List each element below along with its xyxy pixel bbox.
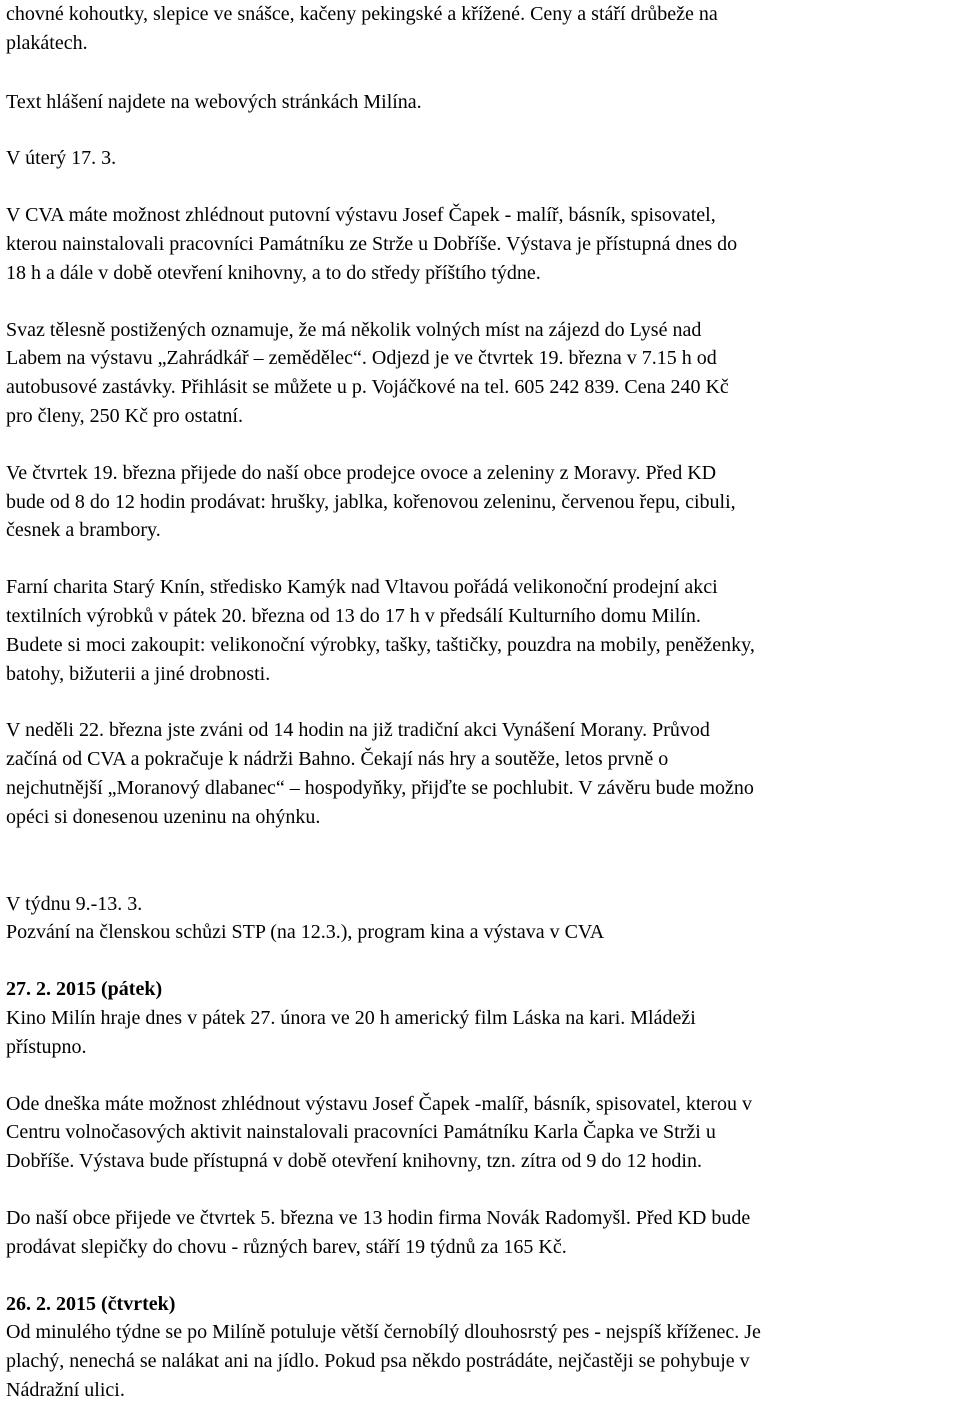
text-line: V neděli 22. března jste zváni od 14 hodin na již tradiční akci Vynášení Morany. Průvod (6, 719, 710, 742)
text-line: pro členy, 250 Kč pro ostatní. (6, 404, 243, 427)
paragraph-poultry-sale (6, 0, 956, 58)
paragraph-morana (6, 716, 956, 831)
text-line: začíná od CVA a pokračuje k nádrži Bahno. Čekají nás hry a soutěže, letos prvně o (6, 748, 669, 771)
text-line: chovné kohoutky, slepice ve snášce, kačeny pekingské a křížené. Ceny a stáří drůbeže na (6, 3, 718, 25)
paragraph-chicken-sale (6, 1204, 956, 1262)
text-line: Budete si moci zakoupit: velikonoční výrobky, tašky, taštičky, pouzdra na mobily, peněženky, (6, 633, 755, 656)
text-line: česnek a brambory. (6, 519, 161, 542)
text-line: Kino Milín hraje dnes v pátek 27. února ve 20 h americký film Láska na kari. Mládeži (6, 1006, 696, 1029)
date-heading: 26. 2. 2015 (čtvrtek) (6, 1292, 176, 1315)
text-line: plachý, nenechá se nalákat ani na jídlo. Pokud psa někdo postrádáte, nejčastěji se pohybuje v (6, 1350, 750, 1373)
paragraph-exhibition-capek (6, 201, 956, 287)
paragraph-week-summary (6, 890, 956, 948)
text-line: textilních výrobků v pátek 20. března od 13 do 17 h v předsálí Kulturního domu Milín. (6, 604, 701, 627)
text-line: Pozvání na členskou schůzi STP (na 12.3.), program kina a výstava v CVA (6, 921, 605, 944)
text-line: batohy, bižuterii a jiné drobnosti. (6, 662, 271, 685)
paragraph-date-tuesday (6, 144, 956, 173)
text-line: 18 h a dále v době otevření knihovny, a to do středy příštího týdne. (6, 261, 541, 284)
text-line: Do naší obce přijede ve čtvrtek 5. března ve 13 hodin firma Novák Radomyšl. Před KD bude (6, 1206, 751, 1229)
text-line: kterou nainstalovali pracovníci Památníku ze Strže u Dobříše. Výstava je přístupná dnes do (6, 232, 738, 255)
text-line: prodávat slepičky do chovu - různých barev, stáří 19 týdnů za 165 Kč. (6, 1235, 567, 1258)
paragraph-charity-sale (6, 573, 956, 688)
date-heading: 27. 2. 2015 (pátek) (6, 978, 163, 1001)
text-line: Dobříše. Výstava bude přístupná v době otevření knihovny, tzn. zítra od 9 do 12 hodin. (6, 1150, 702, 1173)
text-line: Ode dneška máte možnost zhlédnout výstavu Josef Čapek -malíř, básník, spisovatel, kterou v (6, 1092, 752, 1115)
text-line: V úterý 17. 3. (6, 147, 117, 170)
text-line: bude od 8 do 12 hodin prodávat: hrušky, jablka, kořenovou zeleninu, červenou řepu, cibuli, (6, 490, 736, 513)
text-line: Text hlášení najdete na webových stránkách Milína. (6, 90, 422, 113)
paragraph-vegetable-seller (6, 459, 956, 545)
text-line: autobusové zastávky. Přihlásit se můžete u p. Vojáčkové na tel. 605 242 839. Cena 240 Kč (6, 376, 729, 399)
text-line: V týdnu 9.-13. 3. (6, 892, 143, 915)
text-line: Farní charita Starý Knín, středisko Kamýk nad Vltavou pořádá velikonoční prodejní akci (6, 576, 718, 599)
text-line: Ve čtvrtek 19. března přijede do naší obce prodejce ovoce a zeleniny z Moravy. Před KD (6, 461, 717, 484)
text-line: Svaz tělesně postižených oznamuje, že má několik volných míst na zájezd do Lysé nad (6, 318, 702, 341)
paragraph-exhibition-cva (6, 1090, 956, 1176)
text-line: Nádražní ulici. (6, 1378, 125, 1401)
paragraph-web-notice (6, 88, 956, 117)
text-line: Od minulého týdne se po Milíně potuluje větší černobílý dlouhosrstý pes - nejspíš kříženec. Je (6, 1321, 761, 1344)
paragraph-stp-trip (6, 316, 956, 431)
text-line: V CVA máte možnost zhlédnout putovní výstavu Josef Čapek - malíř, básník, spisovatel, (6, 204, 716, 227)
section-thursday (6, 1290, 956, 1405)
section-friday (6, 975, 956, 1061)
text-line: Centru volnočasových aktivit nainstalovali pracovníci Památníku Karla Čapka ve Strži u (6, 1121, 716, 1144)
text-line: přístupno. (6, 1035, 87, 1058)
text-line: nejchutnější „Moranový dlabanec“ – hospodyňky, přijďte se pochlubit. V závěru bude možno (6, 776, 754, 799)
text-line: plakátech. (6, 31, 88, 54)
text-line: Labem na výstavu „Zahrádkář – zemědělec“. Odjezd je ve čtvrtek 19. března v 7.15 h od (6, 347, 717, 370)
text-line: opéci si donesenou uzeninu na ohýnku. (6, 805, 321, 828)
